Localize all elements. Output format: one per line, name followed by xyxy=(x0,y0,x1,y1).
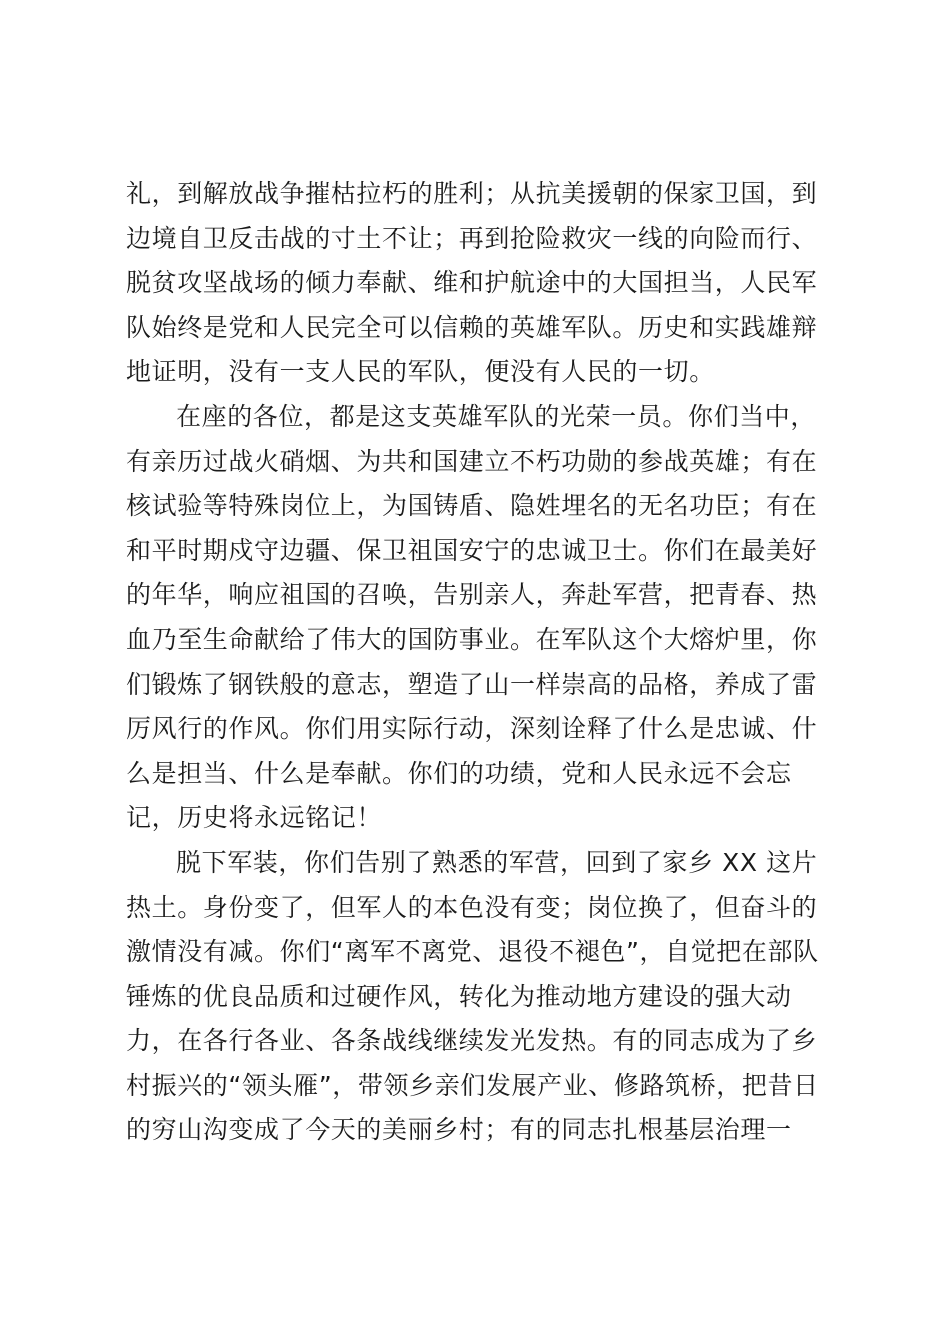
text-line: 核试验等特殊岗位上，为国铸盾、隐姓埋名的无名功臣；有在 xyxy=(126,491,818,521)
document-body xyxy=(126,172,821,1153)
text-line: 激情没有减。你们“离军不离党、退役不褪色”，自觉把在部队 xyxy=(126,937,819,967)
text-line: 和平时期戍守边疆、保卫祖国安宁的忠诚卫士。你们在最美好 xyxy=(126,535,818,565)
text-line: 有亲历过战火硝烟、为共和国建立不朽功勋的参战英雄；有在 xyxy=(126,446,818,476)
text-line: 边境自卫反击战的寸土不让；再到抢险救灾一线的向险而行、 xyxy=(126,223,818,253)
text-line: 的年华，响应祖国的召唤，告别亲人，奔赴军营，把青春、热 xyxy=(126,580,818,610)
text-line: 队始终是党和人民完全可以信赖的英雄军队。历史和实践雄辩 xyxy=(126,312,818,342)
paragraph-2 xyxy=(126,395,821,841)
paragraph-3 xyxy=(126,841,821,1153)
text-line: 在座的各位，都是这支英雄军队的光荣一员。你们当中， xyxy=(176,401,817,431)
text-line: 地证明，没有一支人民的军队，便没有人民的一切。 xyxy=(126,357,715,387)
text-line: 热土。身份变了，但军人的本色没有变；岗位换了，但奋斗的 xyxy=(126,892,818,922)
text-line: 么是担当、什么是奉献。你们的功绩，党和人民永远不会忘 xyxy=(126,758,792,788)
text-line: 脱贫攻坚战场的倾力奉献、维和护航途中的大国担当，人民军 xyxy=(126,268,818,298)
text-line: 血乃至生命献给了伟大的国防事业。在军队这个大熔炉里，你 xyxy=(126,624,818,654)
text-line: 的穷山沟变成了今天的美丽乡村；有的同志扎根基层治理一 xyxy=(126,1115,792,1145)
text-line: 记，历史将永远铭记！ xyxy=(126,803,383,833)
paragraph-1 xyxy=(126,172,821,395)
text-line: 力，在各行各业、各条战线继续发光发热。有的同志成为了乡 xyxy=(126,1026,818,1056)
text-line: 厉风行的作风。你们用实际行动，深刻诠释了什么是忠诚、什 xyxy=(126,714,818,744)
text-line: 锤炼的优良品质和过硬作风，转化为推动地方建设的强大动 xyxy=(126,981,792,1011)
text-line: 脱下军装，你们告别了熟悉的军营，回到了家乡 XX 这片 xyxy=(176,847,818,877)
text-line: 礼，到解放战争摧枯拉朽的胜利；从抗美援朝的保家卫国，到 xyxy=(126,179,818,208)
text-line: 们锻炼了钢铁般的意志，塑造了山一样崇高的品格，养成了雷 xyxy=(126,669,818,699)
text-line: 村振兴的“领头雁”，带领乡亲们发展产业、修路筑桥，把昔日 xyxy=(126,1070,819,1100)
